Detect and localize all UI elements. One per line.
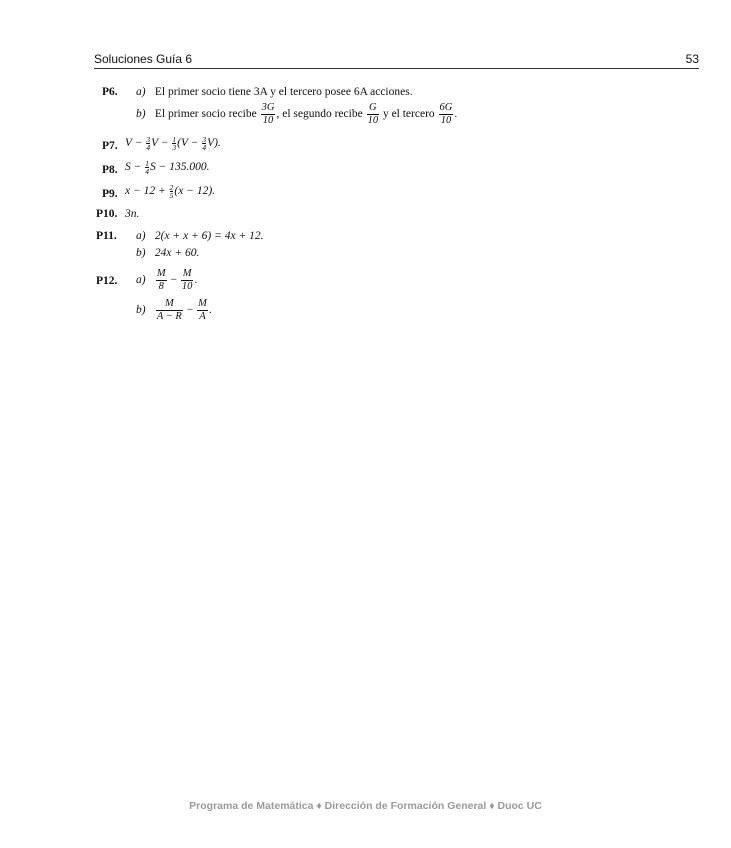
p7-expression: V − $\frac{3}{4}$ V − $\frac{1}{3}$ (V − $\frac{3}{4}$ V). <box>125 135 221 152</box>
problem-p7 <box>96 136 696 160</box>
p6-b-text3: y el tercero <box>382 108 435 121</box>
page-footer: Programa de Matemática ♦ Dirección de Formación General ♦ Duoc UC <box>189 800 542 812</box>
header-rule <box>94 68 699 69</box>
p9-expression: x − 12 + $\frac{2}{5}$ (x − 12). <box>125 183 216 200</box>
problem-label: P11. <box>96 230 117 242</box>
problem-p12 <box>96 268 696 332</box>
p6-a-text: El primer socio tiene 3A y el tercero posee 6A acciones. <box>154 86 413 98</box>
p6-b-text1: El primer socio recibe <box>154 108 257 121</box>
header-title: Soluciones Guía 6 <box>94 52 193 66</box>
problem-label: P12. <box>96 275 118 287</box>
p11-part-b: b) 24x + 60. <box>136 247 200 259</box>
problem-p10 <box>96 208 696 230</box>
p6-b-text2: , el segundo recibe <box>276 108 363 121</box>
problem-label: P8. <box>102 164 118 176</box>
problem-p8 <box>96 160 696 184</box>
p10-answer: 3n. <box>125 208 140 220</box>
page-number: 53 <box>685 52 699 66</box>
fraction: $\frac{G}{10}$ <box>367 102 379 126</box>
p12-part-b: b) $\frac{M}{A - R}$ − $\frac{M}{A}$ . <box>136 298 212 322</box>
problem-label: P7. <box>102 140 118 152</box>
page-header <box>94 52 699 68</box>
problem-label: P10. <box>96 208 118 220</box>
p12-part-a: a) $\frac{M}{8}$ − $\frac{M}{10}$ . <box>136 268 198 292</box>
p6-part-a <box>136 86 413 98</box>
problem-p6 <box>96 86 696 132</box>
part-marker: a) <box>136 86 146 98</box>
part-marker: b) <box>136 108 146 121</box>
p8-expression: S − $\frac{1}{4}$ S − 135.000. <box>125 159 210 176</box>
problem-label: P6. <box>102 86 118 98</box>
fraction: $\frac{3G}{10}$ <box>261 102 275 126</box>
solutions-body <box>96 86 696 332</box>
problem-p11 <box>96 230 696 268</box>
p6-part-b: b) El primer socio recibe $\frac{3G}{10}$ , el segundo recibe $\frac{G}{10}$ y el tercero $\frac{6G}{10}$ . <box>136 102 458 126</box>
fraction: $\frac{6G}{10}$ <box>439 102 453 126</box>
p11-part-a: a) 2(x + x + 6) = 4x + 12. <box>136 230 264 242</box>
problem-p9 <box>96 184 696 208</box>
problem-label: P9. <box>102 188 118 200</box>
